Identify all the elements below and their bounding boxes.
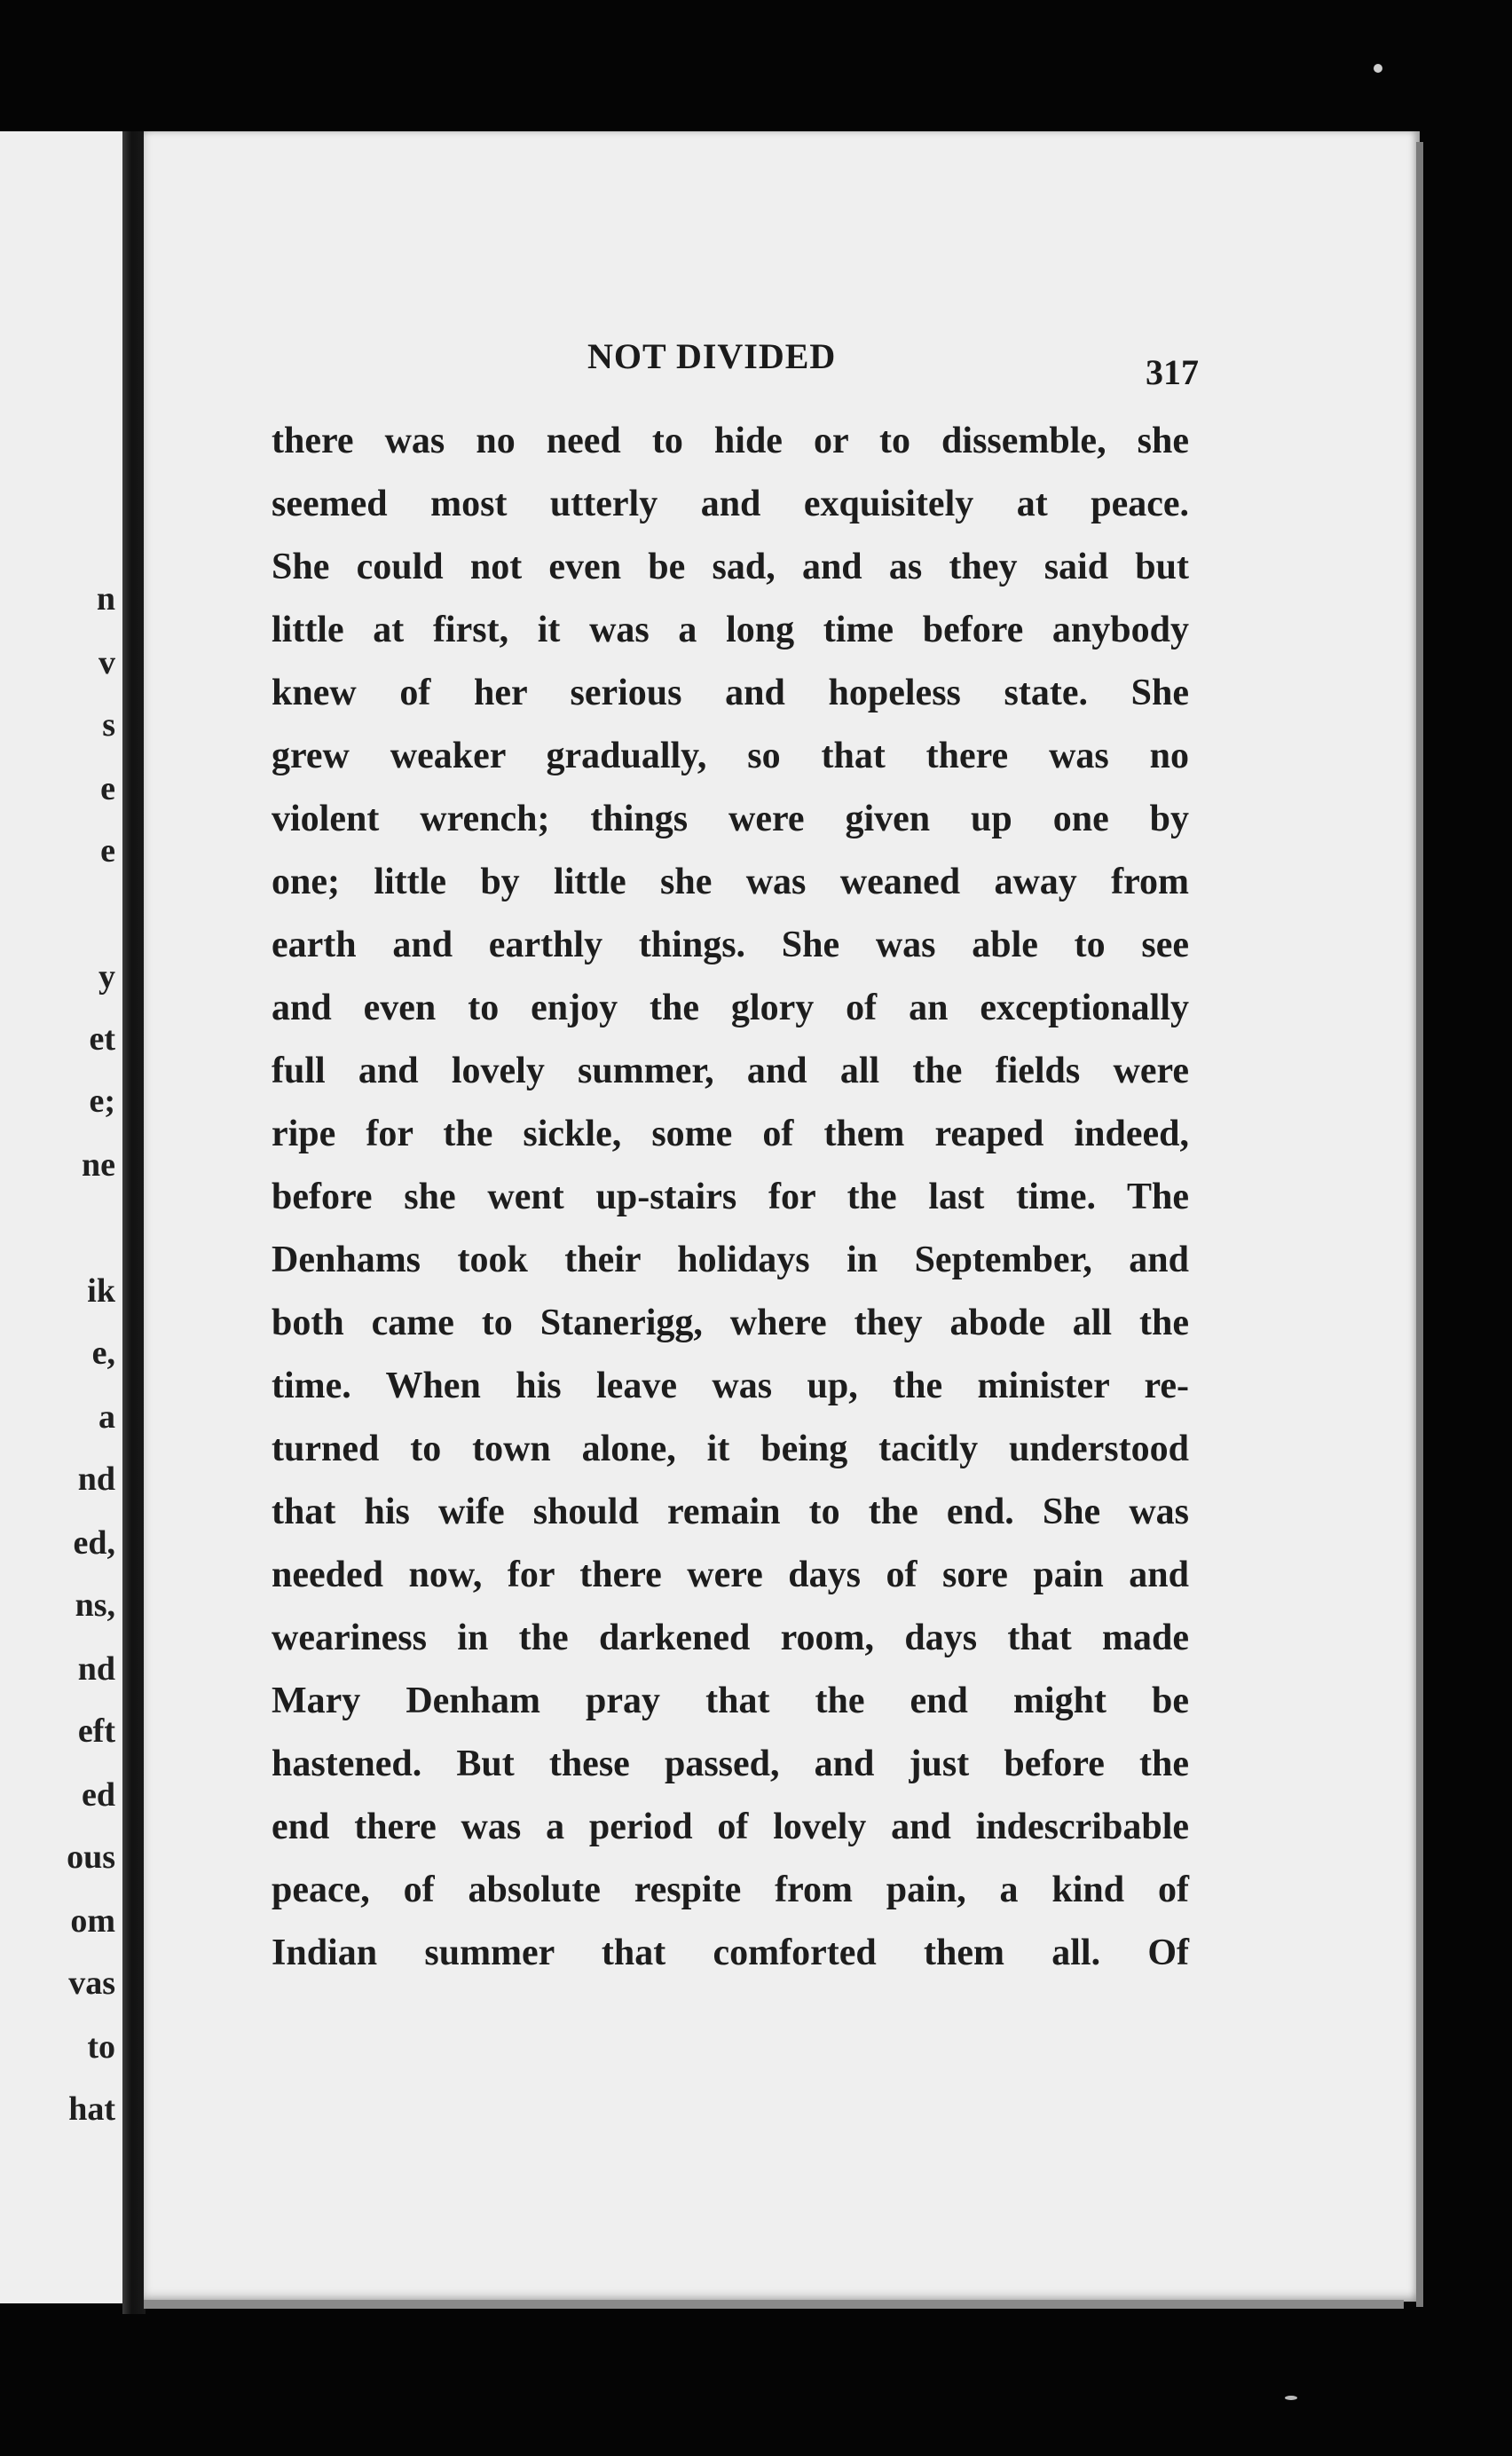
facing-page-line-end: et bbox=[89, 1020, 115, 1058]
facing-page-line-end: om bbox=[70, 1902, 115, 1940]
facing-page-line-end: nd bbox=[77, 1460, 115, 1498]
text-line: Mary Denham pray that the end might be bbox=[272, 1681, 1189, 1721]
text-line: before she went up-stairs for the last time. The bbox=[272, 1177, 1189, 1217]
page-edge-right bbox=[1416, 142, 1423, 2307]
text-line: hastened. But these passed, and just before the bbox=[272, 1744, 1189, 1784]
running-head: NOT DIVIDED bbox=[587, 336, 837, 376]
text-line: violent wrench; things were given up one by bbox=[272, 799, 1189, 839]
text-line: seemed most utterly and exquisitely at peace. bbox=[272, 484, 1189, 524]
text-line: that his wife should remain to the end. She was bbox=[272, 1492, 1189, 1532]
text-line: there was no need to hide or to dissemble, she bbox=[272, 421, 1189, 461]
facing-page-line-end: eft bbox=[77, 1712, 115, 1750]
body-text bbox=[272, 410, 1189, 1985]
book-gutter bbox=[122, 131, 146, 2314]
facing-page-line-end: hat bbox=[68, 2090, 115, 2128]
text-line: weariness in the darkened room, days that made bbox=[272, 1618, 1189, 1658]
text-line: grew weaker gradually, so that there was no bbox=[272, 736, 1189, 776]
text-line: end there was a period of lovely and indescribable bbox=[272, 1807, 1189, 1847]
facing-page-line-end: ik bbox=[87, 1272, 115, 1310]
facing-page-line-end: ous bbox=[67, 1838, 115, 1876]
facing-page-line-end: vas bbox=[68, 1964, 115, 2002]
text-line: ripe for the sickle, some of them reaped indeed, bbox=[272, 1114, 1189, 1154]
facing-page-line-end: to bbox=[87, 2028, 115, 2066]
page-number: 317 bbox=[1146, 352, 1199, 392]
facing-page-line-end: a bbox=[98, 1398, 115, 1436]
text-line: knew of her serious and hopeless state. She bbox=[272, 673, 1189, 713]
text-line: She could not even be sad, and as they said but bbox=[272, 547, 1189, 587]
facing-page-line-end: s bbox=[102, 706, 115, 744]
text-line: Denhams took their holidays in September, and bbox=[272, 1240, 1189, 1280]
facing-page-line-end: ne bbox=[82, 1146, 115, 1184]
facing-page-line-end: e; bbox=[89, 1082, 115, 1120]
text-line: Indian summer that comforted them all. Of bbox=[272, 1933, 1189, 1973]
facing-page-line-end: ed, bbox=[73, 1524, 115, 1562]
text-line: needed now, for there were days of sore pain and bbox=[272, 1555, 1189, 1595]
scan-speck bbox=[1374, 64, 1382, 73]
scan-speck bbox=[1285, 2396, 1297, 2400]
facing-page-line-end: ns, bbox=[75, 1586, 115, 1624]
facing-page-line-end: y bbox=[98, 958, 115, 996]
page-edge-bottom bbox=[144, 2300, 1404, 2309]
facing-page-line-end: nd bbox=[77, 1650, 115, 1688]
text-line: and even to enjoy the glory of an exceptionally bbox=[272, 988, 1189, 1028]
facing-page-line-end: n bbox=[96, 580, 115, 618]
text-line: little at first, it was a long time before anybody bbox=[272, 610, 1189, 650]
text-line: both came to Stanerigg, where they abode all the bbox=[272, 1303, 1189, 1343]
text-line: full and lovely summer, and all the fields were bbox=[272, 1051, 1189, 1091]
text-line: earth and earthly things. She was able to see bbox=[272, 925, 1189, 965]
text-line: time. When his leave was up, the minister re- bbox=[272, 1366, 1189, 1406]
facing-page-line-end: e bbox=[100, 770, 115, 807]
text-line: one; little by little she was weaned away from bbox=[272, 862, 1189, 902]
facing-page-line-end: v bbox=[98, 644, 115, 681]
facing-page-line-end: ed bbox=[82, 1776, 115, 1814]
facing-page-line-end: e bbox=[100, 832, 115, 870]
text-line: turned to town alone, it being tacitly understood bbox=[272, 1429, 1189, 1469]
facing-page-line-end: e, bbox=[91, 1334, 115, 1372]
facing-page-fragment bbox=[0, 131, 124, 2303]
text-line: peace, of absolute respite from pain, a kind of bbox=[272, 1870, 1189, 1910]
